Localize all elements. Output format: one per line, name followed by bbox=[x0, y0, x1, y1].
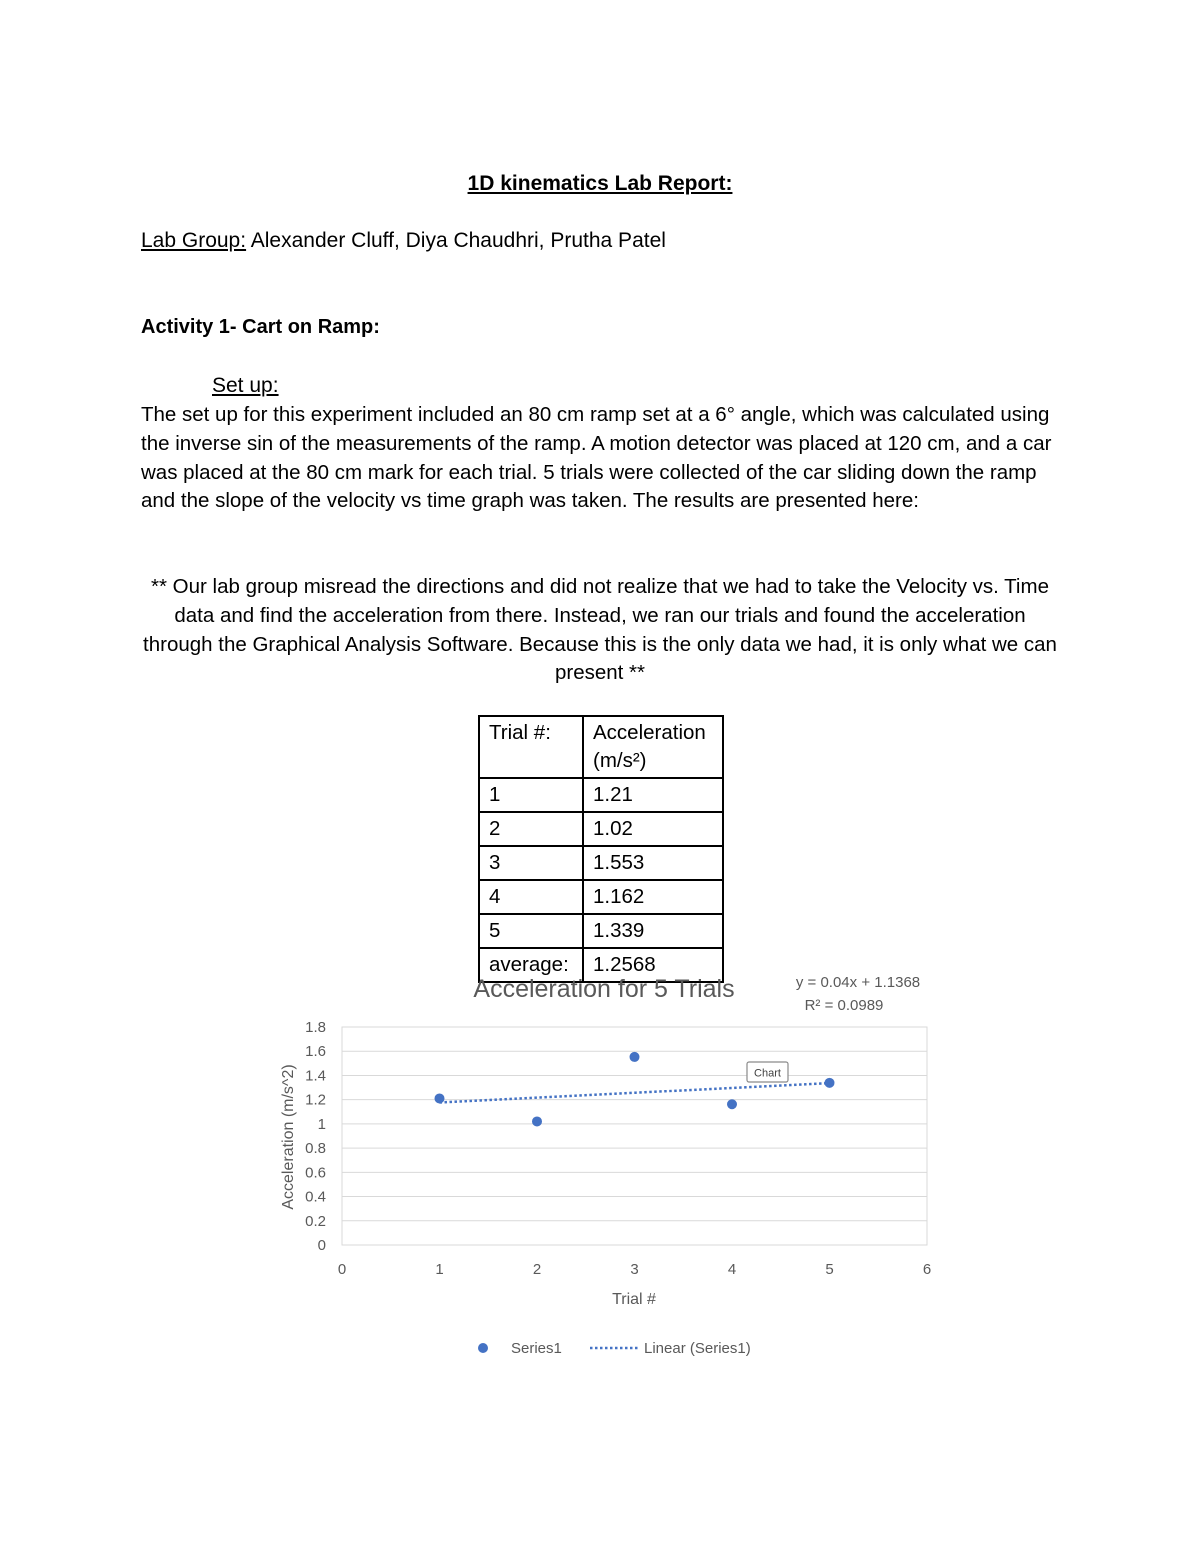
annotation-label: Chart bbox=[754, 1067, 781, 1080]
y-tick-label: 0.2 bbox=[305, 1212, 326, 1230]
data-point bbox=[532, 1116, 542, 1126]
note-paragraph: ** Our lab group misread the directions and did not realize that we had to take the Velocity vs. Time data and find the acceleration from there. Instead, we ran our trials and found the acceleration through the Graphical Analysis Software. Because this is the only data we had, it is only what we can present ** bbox=[143, 575, 1057, 685]
lab-group-label: Lab Group: bbox=[141, 229, 247, 252]
legend-label-series1: Series1 bbox=[511, 1340, 562, 1357]
table-cell: 5 bbox=[479, 914, 583, 948]
table-row bbox=[479, 914, 723, 948]
trendline-equation: y = 0.04x + 1.1368 bbox=[795, 974, 921, 991]
table-cell: 1.2568 bbox=[583, 948, 723, 982]
y-tick-label: 0.6 bbox=[305, 1164, 326, 1182]
data-point bbox=[727, 1099, 737, 1109]
table-row bbox=[479, 812, 723, 846]
table-cell: 1.162 bbox=[583, 880, 723, 914]
x-tick-label: 1 bbox=[435, 1261, 444, 1278]
x-tick-label: 3 bbox=[630, 1261, 639, 1278]
x-axis-label: Trial # bbox=[612, 1291, 656, 1308]
x-tick-label: 2 bbox=[532, 1261, 542, 1278]
setup-paragraph: The set up for this experiment included an 80 cm ramp set at a 6° angle, which was calculated using the inverse sin of the measurements of the ramp. A motion detector was placed at 120 cm, and a car was placed at the 80 cm mark for each trial. 5 trials were collected of the car sliding down the ramp and the slope of the velocity vs time graph was taken. The results are presented here: bbox=[141, 403, 1052, 513]
data-point bbox=[825, 1078, 835, 1088]
table-cell: average: bbox=[479, 948, 583, 982]
trendline-r2: R² = 0.0989 bbox=[804, 997, 884, 1014]
table-cell: 2 bbox=[479, 812, 583, 846]
y-axis-ticks bbox=[305, 1019, 326, 1254]
x-axis-ticks bbox=[338, 1261, 931, 1278]
legend-label-linear: Linear (Series1) bbox=[644, 1340, 751, 1357]
y-tick-label: 0 bbox=[317, 1237, 326, 1254]
y-tick-label: 0.4 bbox=[305, 1188, 326, 1206]
document-title: 1D kinematics Lab Report: bbox=[467, 172, 733, 195]
table-cell: 1.553 bbox=[583, 846, 723, 880]
chart-legend bbox=[478, 1340, 751, 1357]
table-cell: 4 bbox=[479, 880, 583, 914]
y-tick-label: 1 bbox=[317, 1115, 326, 1133]
activity-heading: Activity 1- Cart on Ramp: bbox=[141, 316, 380, 338]
table-header-cell: Trial #: bbox=[479, 716, 583, 778]
data-point bbox=[630, 1052, 640, 1062]
table-cell: 1.21 bbox=[583, 778, 723, 812]
table-header-cell: Acceleration (m/s²) bbox=[583, 716, 723, 778]
lab-group-line bbox=[141, 229, 666, 253]
table-cell: 3 bbox=[479, 846, 583, 880]
y-tick-label: 1.8 bbox=[305, 1019, 326, 1036]
x-tick-label: 5 bbox=[825, 1261, 834, 1278]
x-tick-label: 6 bbox=[922, 1261, 932, 1278]
x-tick-label: 4 bbox=[727, 1261, 737, 1278]
table-cell: 1.02 bbox=[583, 812, 723, 846]
table-row bbox=[479, 846, 723, 880]
chart-annotation-box[interactable] bbox=[747, 1062, 788, 1082]
table-cell: 1 bbox=[479, 778, 583, 812]
lab-group-members: Alexander Cluff, Diya Chaudhri, Prutha Patel bbox=[246, 229, 666, 252]
acceleration-table bbox=[478, 715, 724, 983]
table-row bbox=[479, 778, 723, 812]
table-row bbox=[479, 880, 723, 914]
table-cell: 1.339 bbox=[583, 914, 723, 948]
y-tick-label: 1.4 bbox=[305, 1067, 326, 1085]
table-header-row bbox=[479, 716, 723, 778]
y-tick-label: 1.6 bbox=[305, 1043, 326, 1061]
legend-marker-series1 bbox=[478, 1343, 488, 1353]
y-tick-label: 0.8 bbox=[305, 1140, 326, 1158]
y-tick-label: 1.2 bbox=[305, 1091, 326, 1109]
x-tick-label: 0 bbox=[337, 1261, 347, 1278]
data-point bbox=[435, 1093, 445, 1103]
acceleration-chart bbox=[250, 955, 950, 1385]
y-axis-label: Acceleration (m/s^2) bbox=[280, 1064, 297, 1210]
setup-heading: Set up: bbox=[212, 374, 279, 397]
chart-title: Acceleration for 5 Trials bbox=[473, 975, 735, 1003]
